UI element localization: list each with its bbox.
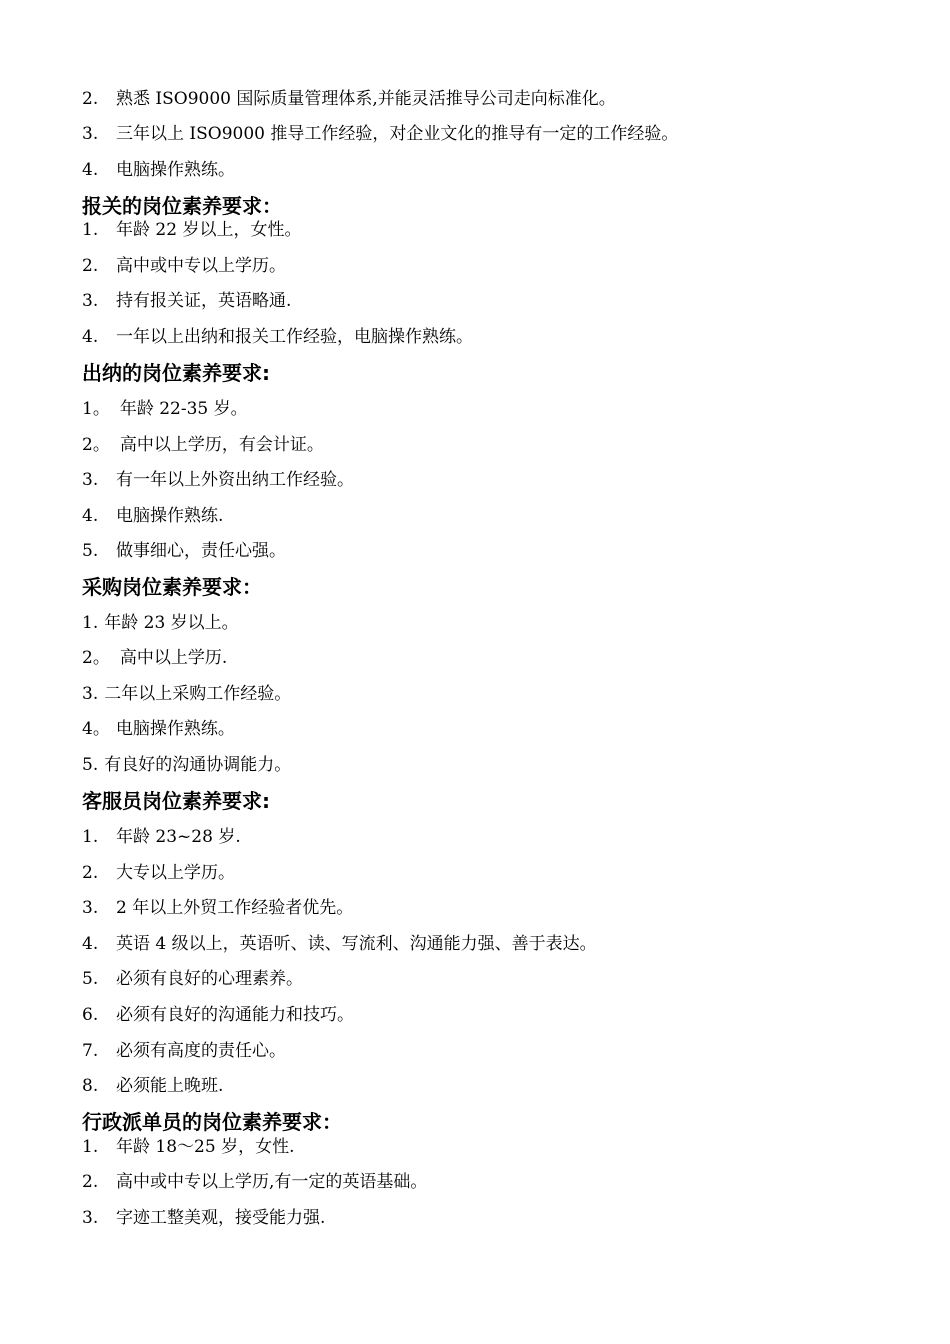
- item-text: 年龄 23 岁以上。: [104, 613, 239, 633]
- item-text: 有一年以上外资出纳工作经验。: [116, 470, 354, 490]
- section-heading: 报关的岗位素养要求：: [82, 194, 282, 218]
- list-item: [82, 967, 303, 991]
- item-number: 3.: [82, 470, 99, 490]
- section-heading: 出纳的岗位素养要求:: [82, 361, 270, 385]
- section-heading: 行政派单员的岗位素养要求：: [82, 1110, 342, 1134]
- item-number: 1。: [82, 399, 110, 419]
- list-item: [82, 646, 227, 670]
- item-text: 一年以上出纳和报关工作经验，电脑操作熟练。: [116, 327, 473, 347]
- item-number: 2.: [82, 89, 99, 109]
- item-text: 电脑操作熟练.: [116, 506, 224, 526]
- item-text: 熟悉 ISO9000 国际质量管理体系,并能灵活推导公司走向标准化。: [116, 89, 616, 109]
- item-text: 必须有高度的责任心。: [116, 1041, 286, 1061]
- item-number: 4.: [82, 934, 99, 954]
- item-text: 电脑操作熟练。: [115, 719, 235, 739]
- list-item: [82, 1135, 294, 1159]
- item-number: 1.: [82, 613, 99, 633]
- list-item: [82, 753, 291, 777]
- item-number: 1.: [82, 1137, 99, 1157]
- list-item: [82, 433, 324, 457]
- item-number: 5.: [82, 541, 99, 561]
- section-heading: 客服员岗位素养要求:: [82, 789, 270, 813]
- item-number: 2。: [82, 648, 110, 668]
- list-item: [82, 218, 301, 242]
- item-number: 2.: [82, 1172, 99, 1192]
- item-number: 1.: [82, 827, 99, 847]
- item-number: 1.: [82, 220, 99, 240]
- item-text: 字迹工整美观，接受能力强.: [116, 1208, 326, 1228]
- list-item: [82, 825, 241, 849]
- item-text: 持有报关证，英语略通.: [116, 291, 292, 311]
- item-text: 高中或中专以上学历。: [116, 256, 286, 276]
- item-number: 4。: [82, 719, 110, 739]
- list-item: [82, 87, 616, 111]
- item-text: 年龄 23~28 岁.: [116, 827, 241, 847]
- item-text: 大专以上学历。: [116, 863, 235, 883]
- list-item: [82, 254, 286, 278]
- list-item: [82, 1206, 325, 1230]
- list-item: [82, 158, 235, 182]
- item-number: 2。: [82, 435, 110, 455]
- item-number: 7.: [82, 1041, 99, 1061]
- list-item: [82, 1039, 286, 1063]
- item-number: 5.: [82, 969, 99, 989]
- list-item: [82, 289, 291, 313]
- list-item: [82, 122, 678, 146]
- item-text: 高中以上学历.: [119, 648, 228, 668]
- item-text: 做事细心，责任心强。: [116, 541, 286, 561]
- item-number: 3.: [82, 124, 99, 144]
- item-text: 高中或中专以上学历,有一定的英语基础。: [116, 1172, 428, 1192]
- item-number: 3.: [82, 898, 99, 918]
- item-number: 3.: [82, 1208, 99, 1228]
- item-text: 年龄 22-35 岁。: [119, 399, 248, 419]
- list-item: [82, 1170, 427, 1194]
- item-text: 电脑操作熟练。: [116, 160, 235, 180]
- item-number: 6.: [82, 1005, 99, 1025]
- list-item: [82, 1003, 354, 1027]
- item-number: 4.: [82, 160, 99, 180]
- list-item: [82, 682, 291, 706]
- list-item: [82, 397, 248, 421]
- list-item: [82, 861, 235, 885]
- item-text: 三年以上 ISO9000 推导工作经验，对企业文化的推导有一定的工作经验。: [116, 124, 679, 144]
- item-text: 高中以上学历，有会计证。: [119, 435, 324, 455]
- item-text: 二年以上采购工作经验。: [104, 684, 292, 704]
- list-item: [82, 717, 235, 741]
- item-number: 2.: [82, 863, 99, 883]
- item-number: 8.: [82, 1076, 99, 1096]
- item-number: 2.: [82, 256, 99, 276]
- list-item: [82, 539, 286, 563]
- item-text: 必须有良好的沟通能力和技巧。: [116, 1005, 354, 1025]
- list-item: [82, 611, 239, 635]
- item-text: 有良好的沟通协调能力。: [104, 755, 292, 775]
- item-text: 必须能上晚班.: [116, 1076, 224, 1096]
- list-item: [82, 504, 223, 528]
- item-number: 4.: [82, 327, 99, 347]
- item-number: 3.: [82, 291, 99, 311]
- item-text: 年龄 18～25 岁，女性.: [116, 1137, 295, 1157]
- list-item: [82, 896, 353, 920]
- item-text: 2 年以上外贸工作经验者优先。: [116, 898, 354, 918]
- item-text: 英语 4 级以上，英语听、读、写流利、沟通能力强、善于表达。: [116, 934, 597, 954]
- item-number: 5.: [82, 755, 99, 775]
- list-item: [82, 1074, 223, 1098]
- item-text: 年龄 22 岁以上，女性。: [116, 220, 302, 240]
- list-item: [82, 932, 597, 956]
- list-item: [82, 325, 473, 349]
- list-item: [82, 468, 354, 492]
- item-number: 4.: [82, 506, 99, 526]
- section-heading: 采购岗位素养要求：: [82, 575, 262, 599]
- item-number: 3.: [82, 684, 99, 704]
- item-text: 必须有良好的心理素养。: [116, 969, 303, 989]
